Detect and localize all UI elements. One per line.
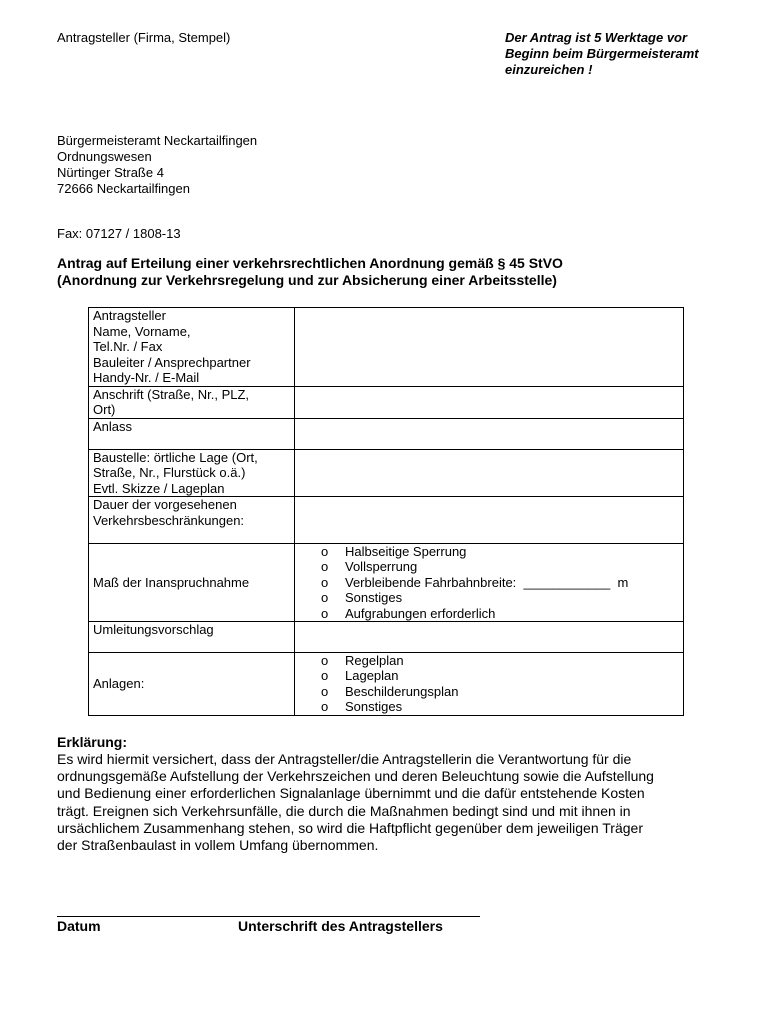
extent-options (295, 544, 684, 622)
application-form-table (88, 307, 684, 716)
notice-line: Der Antrag ist 5 Werktage vor (505, 30, 688, 45)
option-other[interactable]: o Sonstiges (299, 590, 679, 605)
signature-line[interactable] (57, 916, 480, 917)
option-full-closure[interactable]: o Vollsperrung (299, 559, 679, 574)
notice-line: einzureichen ! (505, 62, 593, 77)
checkbox-icon[interactable]: o (321, 605, 329, 621)
address-line: Nürtinger Straße 4 (57, 165, 164, 180)
table-row (89, 544, 684, 622)
detour-label: Umleitungsvorschlag (89, 622, 295, 653)
recipient-address (57, 133, 257, 197)
applicant-label: Antragsteller Name, Vorname, Tel.Nr. / Fax Bauleiter / Ansprechpartner Handy-Nr. / E-Mail (89, 308, 295, 387)
declaration-line: Es wird hiermit versichert, dass der Antragsteller/die Antragstellerin die Verantwortung für die (57, 751, 632, 767)
title-line-2: (Anordnung zur Verkehrsregelung und zur Absicherung einer Arbeitsstelle) (57, 272, 557, 288)
option-site-plan[interactable]: o Lageplan (299, 668, 679, 683)
option-half-closure[interactable]: o Halbseitige Sperrung (299, 544, 679, 559)
checkbox-icon[interactable]: o (321, 668, 329, 684)
checkbox-icon[interactable]: o (321, 653, 329, 669)
address-line: Ordnungswesen (57, 149, 152, 164)
title-line-1: Antrag auf Erteilung einer verkehrsrechtlichen Anordnung gemäß § 45 StVO (57, 255, 563, 271)
checkbox-icon[interactable]: o (321, 683, 329, 699)
table-row (89, 653, 684, 716)
address-label: Anschrift (Straße, Nr., PLZ, Ort) (89, 386, 295, 418)
duration-label: Dauer der vorgesehenen Verkehrsbeschränkungen: (89, 497, 295, 544)
reason-label: Anlass (89, 418, 295, 449)
option-excavation[interactable]: o Aufgrabungen erforderlich (299, 606, 679, 621)
declaration-heading: Erklärung: (57, 734, 128, 750)
declaration-line: der Straßenbaulast in vollem Umfang übernommen. (57, 837, 379, 854)
table-row (89, 622, 684, 653)
date-label: Datum (57, 918, 101, 934)
extent-label: Maß der Inanspruchnahme (89, 544, 295, 622)
table-row (89, 449, 684, 497)
declaration-text (57, 751, 737, 854)
checkbox-icon[interactable]: o (321, 699, 329, 715)
attachments-label: Anlagen: (89, 653, 295, 716)
option-remaining-width[interactable]: o Verbleibende Fahrbahnbreite: ____________ m (299, 575, 679, 590)
reason-field[interactable] (295, 418, 684, 449)
checkbox-icon[interactable]: o (321, 559, 329, 575)
table-row (89, 308, 684, 387)
table-row (89, 497, 684, 544)
address-line: Bürgermeisteramt Neckartailfingen (57, 133, 258, 148)
declaration-line: und Bedienung einer erforderlichen Signalanlage übernimmt und die dafür entstehende Kosten (57, 785, 645, 802)
site-label: Baustelle: örtliche Lage (Ort, Straße, Nr., Flurstück o.ä.) Evtl. Skizze / Lageplan (89, 449, 295, 497)
notice-line: Beginn beim Bürgermeisteramt (505, 46, 699, 61)
table-row (89, 418, 684, 449)
checkbox-icon[interactable]: o (321, 590, 329, 606)
sender-stamp-label: Antragsteller (Firma, Stempel) (57, 30, 231, 45)
signature-label: Unterschrift des Antragstellers (238, 918, 443, 934)
option-other-attachment[interactable]: o Sonstiges (299, 699, 679, 714)
declaration-line: ordnungsgemäße Aufstellung der Verkehrszeichen und deren Beleuchtung sowie die Aufstellung (57, 768, 654, 785)
checkbox-icon[interactable]: o (321, 574, 329, 590)
site-field[interactable] (295, 449, 684, 497)
address-field[interactable] (295, 386, 684, 418)
fax-number: Fax: 07127 / 1808-13 (57, 226, 181, 241)
attachment-options (295, 653, 684, 716)
table-row (89, 386, 684, 418)
declaration-line: trägt. Ereignen sich Verkehrsunfälle, die durch die Maßnahmen bedingt sind und mit ihnen in (57, 802, 631, 819)
submission-notice (505, 30, 699, 78)
option-signage-plan[interactable]: o Beschilderungsplan (299, 684, 679, 699)
option-standard-plan[interactable]: o Regelplan (299, 653, 679, 668)
duration-field[interactable] (295, 497, 684, 544)
applicant-field[interactable] (295, 308, 684, 387)
document-title (57, 255, 563, 289)
declaration-line: ursächlichem Zusammenhang stehen, so wird die Haftpflicht gegenüber dem jeweiligen Träger (57, 819, 643, 836)
detour-field[interactable] (295, 622, 684, 653)
checkbox-icon[interactable]: o (321, 544, 329, 559)
address-line: 72666 Neckartailfingen (57, 181, 190, 196)
